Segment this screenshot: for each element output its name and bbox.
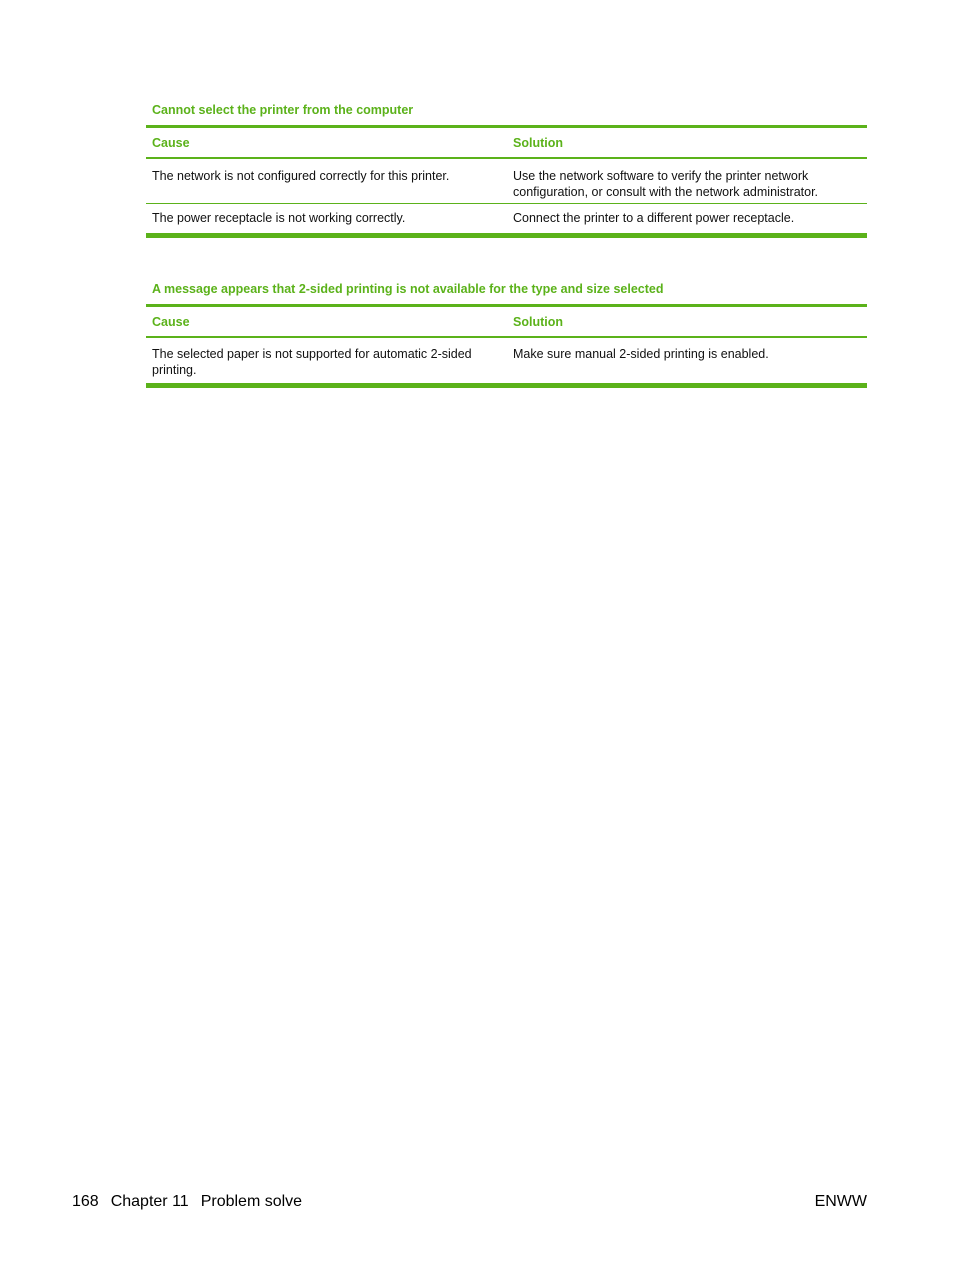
footer-right-label: ENWW (814, 1193, 867, 1210)
cause-line: printing. (152, 363, 197, 377)
cause-cell (146, 338, 506, 383)
cause-cell: The power receptacle is not working correctly. (146, 204, 506, 233)
header-cause: Cause (146, 136, 506, 150)
section-cannot-select-printer (146, 102, 867, 238)
table-row (146, 159, 867, 204)
section-title: Cannot select the printer from the computer (152, 103, 414, 117)
cause-cell: The network is not configured correctly for this printer. (146, 159, 506, 203)
table-header-row (146, 307, 867, 338)
table-row (146, 204, 867, 233)
section-title: A message appears that 2-sided printing is not available for the type and size selected (152, 282, 664, 296)
section-2-sided-printing-unavailable (146, 281, 867, 388)
cause-solution-table (146, 125, 867, 238)
solution-line: Use the network software to verify the printer network (513, 169, 809, 183)
header-solution: Solution (513, 135, 563, 150)
solution-line: configuration, or consult with the network administrator. (513, 185, 819, 199)
page-footer (72, 1192, 867, 1212)
header-solution: Solution (513, 314, 563, 329)
chapter-title: Problem solve (200, 1193, 303, 1210)
chapter-label: Chapter 11 (110, 1193, 189, 1210)
page-number: 168 (72, 1193, 99, 1210)
solution-cell: Make sure manual 2-sided printing is enabled. (513, 347, 769, 361)
table-bottom-rule (146, 383, 867, 388)
header-cause: Cause (146, 315, 506, 329)
solution-cell: Connect the printer to a different power receptacle. (513, 211, 795, 225)
table-row (146, 338, 867, 383)
footer-left (72, 1192, 302, 1212)
table-bottom-rule (146, 233, 867, 238)
cause-line: The selected paper is not supported for automatic 2-sided (152, 347, 472, 361)
cause-solution-table (146, 304, 867, 388)
table-header-row (146, 128, 867, 159)
solution-cell (506, 159, 867, 203)
